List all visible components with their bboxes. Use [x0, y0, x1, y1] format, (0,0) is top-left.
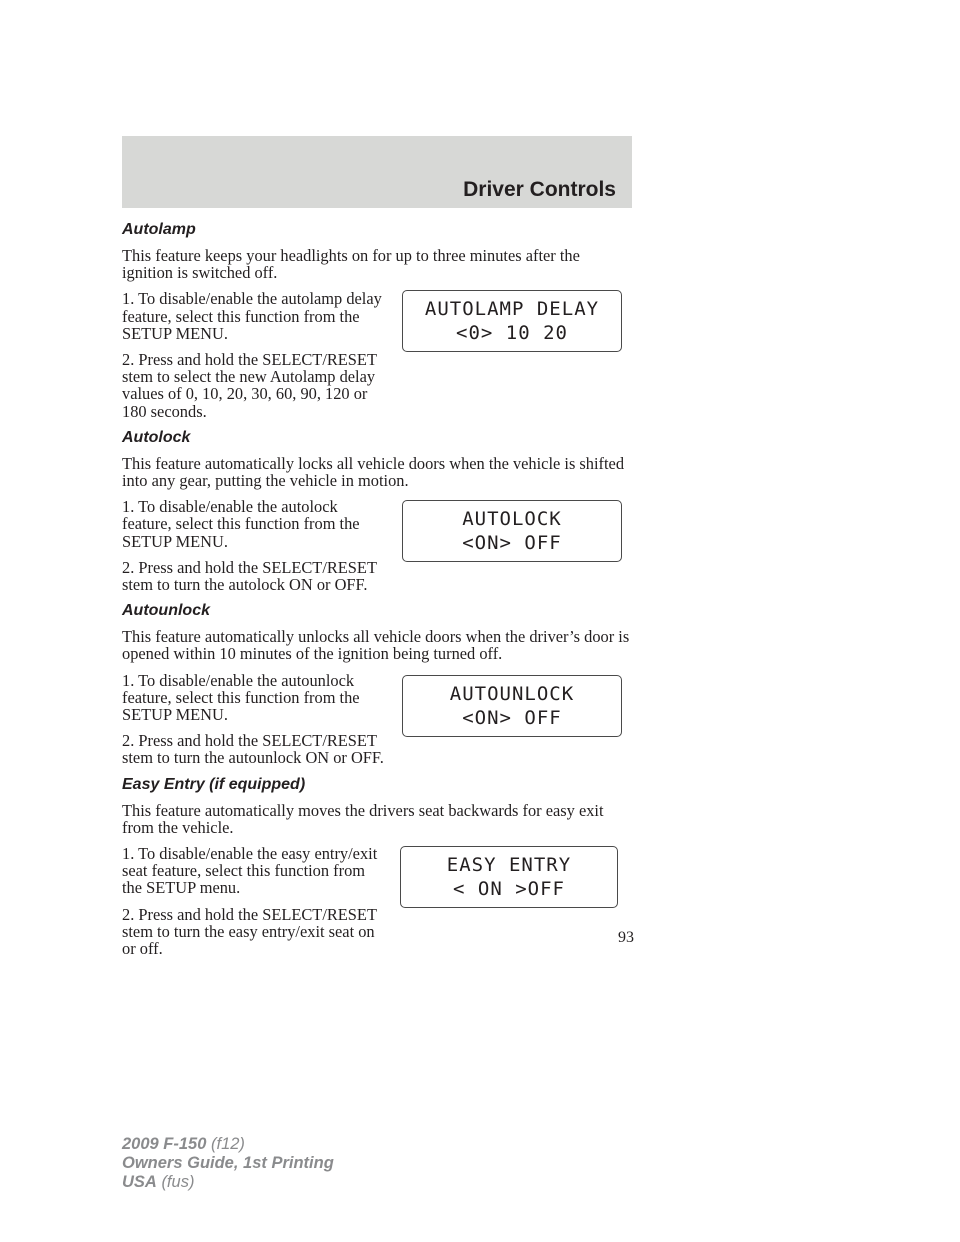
footer-line-2 — [122, 1154, 334, 1173]
footer-region-code: (fus) — [161, 1173, 195, 1191]
section-intro: This feature automatically locks all vehicle doors when the vehicle is shifted into any gear, putting the vehicle in motion. — [122, 453, 625, 491]
lcd-line-1: AUTOLAMP DELAY — [424, 298, 600, 320]
section-intro: This feature automatically unlocks all vehicle doors when the driver’s door is opened within 10 minutes of the ignition being turned off. — [122, 627, 630, 664]
step-2: 2. Press and hold the SELECT/RESET stem to turn the autounlock ON or OFF. — [122, 731, 384, 768]
lcd-display-autolamp — [402, 290, 622, 352]
lcd-line-2: <ON> OFF — [462, 531, 562, 554]
step-2: 2. Press and hold the SELECT/RESET stem to turn the easy entry/exit seat on or off. — [122, 904, 377, 959]
footer-guide: Owners Guide, 1st Printing — [122, 1154, 334, 1172]
lcd-display-autounlock — [402, 675, 622, 737]
section-intro: This feature automatically moves the drivers seat backwards for easy exit from the vehicle. — [122, 800, 604, 837]
section-title: Autolock — [122, 428, 191, 446]
lcd-line-2: <ON> OFF — [462, 707, 562, 730]
section-easy-entry — [122, 776, 634, 958]
step-2-text: 2. Press and hold the SELECT/RESET stem to select the new Autolamp delay values of 0, 10, 20, 30, 60, 90, 120 or 180 seconds. — [122, 350, 377, 421]
section-header-title: Driver Controls — [463, 178, 616, 201]
lcd-line-2: < ON >OFF — [453, 877, 565, 900]
document-footer — [122, 1135, 334, 1192]
lcd-line-1: EASY ENTRY — [446, 853, 572, 876]
page-content — [122, 221, 634, 966]
lcd-display-autolock — [402, 500, 622, 562]
lcd-line-2: <0> 10 20 — [456, 322, 568, 344]
lcd-line-1: AUTOLOCK — [462, 507, 562, 530]
footer-model-code: (f12) — [211, 1135, 245, 1153]
section-title: Autounlock — [122, 602, 210, 620]
lcd-line-1: AUTOUNLOCK — [449, 683, 575, 706]
lcd-display-easy-entry — [400, 846, 618, 908]
section-header-band — [122, 136, 632, 208]
footer-line-3 — [122, 1173, 334, 1192]
step-1: 1. To disable/enable the autolock feature, select this function from the SETUP MENU. — [122, 497, 360, 551]
section-autounlock — [122, 602, 634, 766]
step-1: 1. To disable/enable the easy entry/exit seat feature, select this function from the SETUP menu. — [122, 844, 378, 898]
section-autolamp — [122, 221, 634, 420]
section-title: Easy Entry (if equipped) — [122, 775, 306, 793]
section-title: Autolamp — [122, 221, 196, 238]
step-1: 1. To disable/enable the autolamp delay feature, select this function from the SETUP MENU. — [122, 289, 382, 343]
step-1: 1. To disable/enable the autounlock feature, select this function from the SETUP MENU. — [122, 670, 360, 725]
page-number: 93 — [618, 929, 634, 946]
section-intro: This feature keeps your headlights on for up to three minutes after the ignition is switched off. — [122, 246, 580, 283]
step-2 — [122, 351, 634, 420]
footer-region: USA — [122, 1173, 157, 1191]
step-2: 2. Press and hold the SELECT/RESET stem to turn the autolock ON or OFF. — [122, 557, 377, 595]
section-autolock — [122, 429, 634, 593]
footer-line-1 — [122, 1135, 334, 1154]
footer-model: 2009 F-150 — [122, 1135, 207, 1153]
